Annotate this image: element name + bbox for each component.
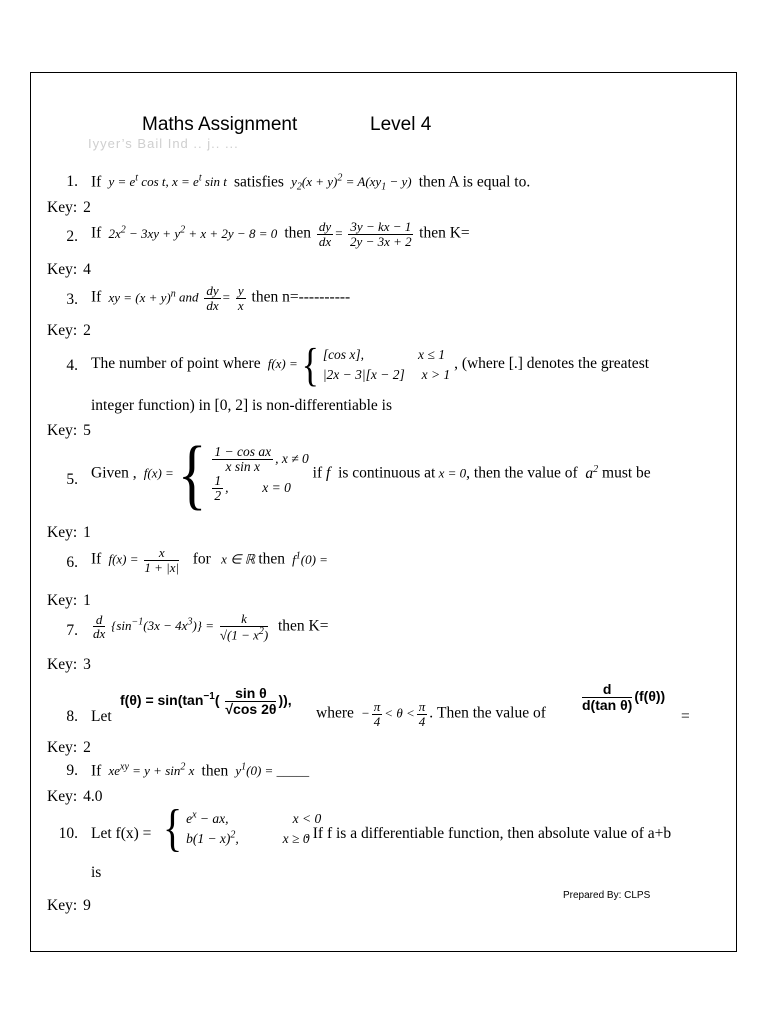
- prepared-by: Prepared By: CLPS: [563, 890, 651, 901]
- question-number: 4.: [66, 357, 78, 374]
- level-label: Level 4: [370, 114, 432, 135]
- question-7: $\frac{d}{dx}$ $\{\sin^{-1}(3x - 4x^3)\}$ = $\frac{k}{√(1 - x^2)}$ then K=: [93, 611, 329, 642]
- answer-key: Key: 1: [47, 524, 91, 541]
- page-title: [142, 114, 432, 136]
- question-2: If $2x^2 - 3xy + y^2 + x + 2y - 8 = 0$ then $\frac{dy}{dx}$ = $\frac{3y - kx - 1}{2y - 3x + 2}$ then K=: [91, 219, 470, 249]
- question-10: { $e^x$ − ax, x < 0 $b(1 - x)^2$, x ≥ 0: [163, 798, 322, 857]
- question-10-tail: . If f is a differentiable function, then absolute value of a+b: [305, 825, 672, 842]
- question-number: 10.: [58, 825, 78, 842]
- question-number: 1.: [66, 173, 78, 190]
- assignment-title: Maths Assignment: [142, 114, 298, 135]
- question-8-formula: $f(\theta) = \sin(\tan^{-1}$( $\frac{\text{sin θ}}{√\cos 2\theta}$ )),: [120, 685, 292, 717]
- question-9: If $xe^{xy} = y + \sin^2 x$ then $y^1(0)$ = _____: [91, 762, 310, 780]
- question-8-equals: =: [681, 708, 690, 725]
- question-number: 6.: [66, 554, 78, 571]
- question-1: If $y = e^t$ cos t, $x = e^t$ sin t satisfies $y_2(x + y)^2 = A(xy_1 - y)$ then A is equal to.: [91, 173, 531, 193]
- question-number: 5.: [66, 471, 78, 488]
- question-8: where − $\frac{\pi}{4}$ < θ < $\frac{\pi}{4}$ . Then the value of: [316, 699, 546, 729]
- question-number: 3.: [66, 291, 78, 308]
- question-6: If f(x) = $\frac{x}{1 + |x|}$ for x ∈ ℝ then $f^1(0)$ =: [91, 545, 328, 575]
- answer-key: Key: 1: [47, 592, 91, 609]
- question-5: Given , f(x) = { $\frac{\text{1 − cos ax}}{\text{x sin x}}$ , x ≠ 0 $\frac{1}{2}$ , x = 0 if f is continuous at x = 0, then the value of $a^2$ must be: [91, 431, 651, 517]
- question-number: 2.: [66, 228, 78, 245]
- answer-key: Key: 4: [47, 261, 91, 278]
- question-8-derivative: $\frac{d}{\text{d(tan θ)}}$ (f(θ)): [582, 681, 666, 713]
- question-4-line-2: integer function) in [0, 2] is non-differentiable is: [91, 397, 393, 414]
- question-4: The number of point where f(x) = { [cos x], x ≤ 1 |2x − 3|[x − 2] x > 1 , (where [.] denotes the greatest: [91, 338, 650, 391]
- question-3: If xy = $(x + y)^n$ and $\frac{dy}{dx}$ = $\frac{y}{x}$ then n=----------: [91, 283, 351, 313]
- answer-key: Key: 3: [47, 656, 91, 673]
- question-10-lead: Let f(x) =: [91, 825, 152, 842]
- question-10-tail-2: is: [91, 864, 102, 881]
- faded-subtitle: Iyyer’s Bail Ind .. j.. ...: [88, 136, 239, 151]
- answer-key: Key: 4.0: [47, 788, 103, 805]
- question-number: 7.: [66, 622, 78, 639]
- page-frame: [30, 72, 737, 952]
- question-8-lead: Let: [91, 708, 112, 725]
- answer-key: Key: 2: [47, 739, 91, 756]
- question-number: 9.: [66, 762, 78, 779]
- answer-key: Key: 2: [47, 199, 91, 216]
- answer-key: Key: 9: [47, 897, 91, 914]
- answer-key: Key: 5: [47, 422, 91, 439]
- question-number: 8.: [66, 708, 78, 725]
- answer-key: Key: 2: [47, 322, 91, 339]
